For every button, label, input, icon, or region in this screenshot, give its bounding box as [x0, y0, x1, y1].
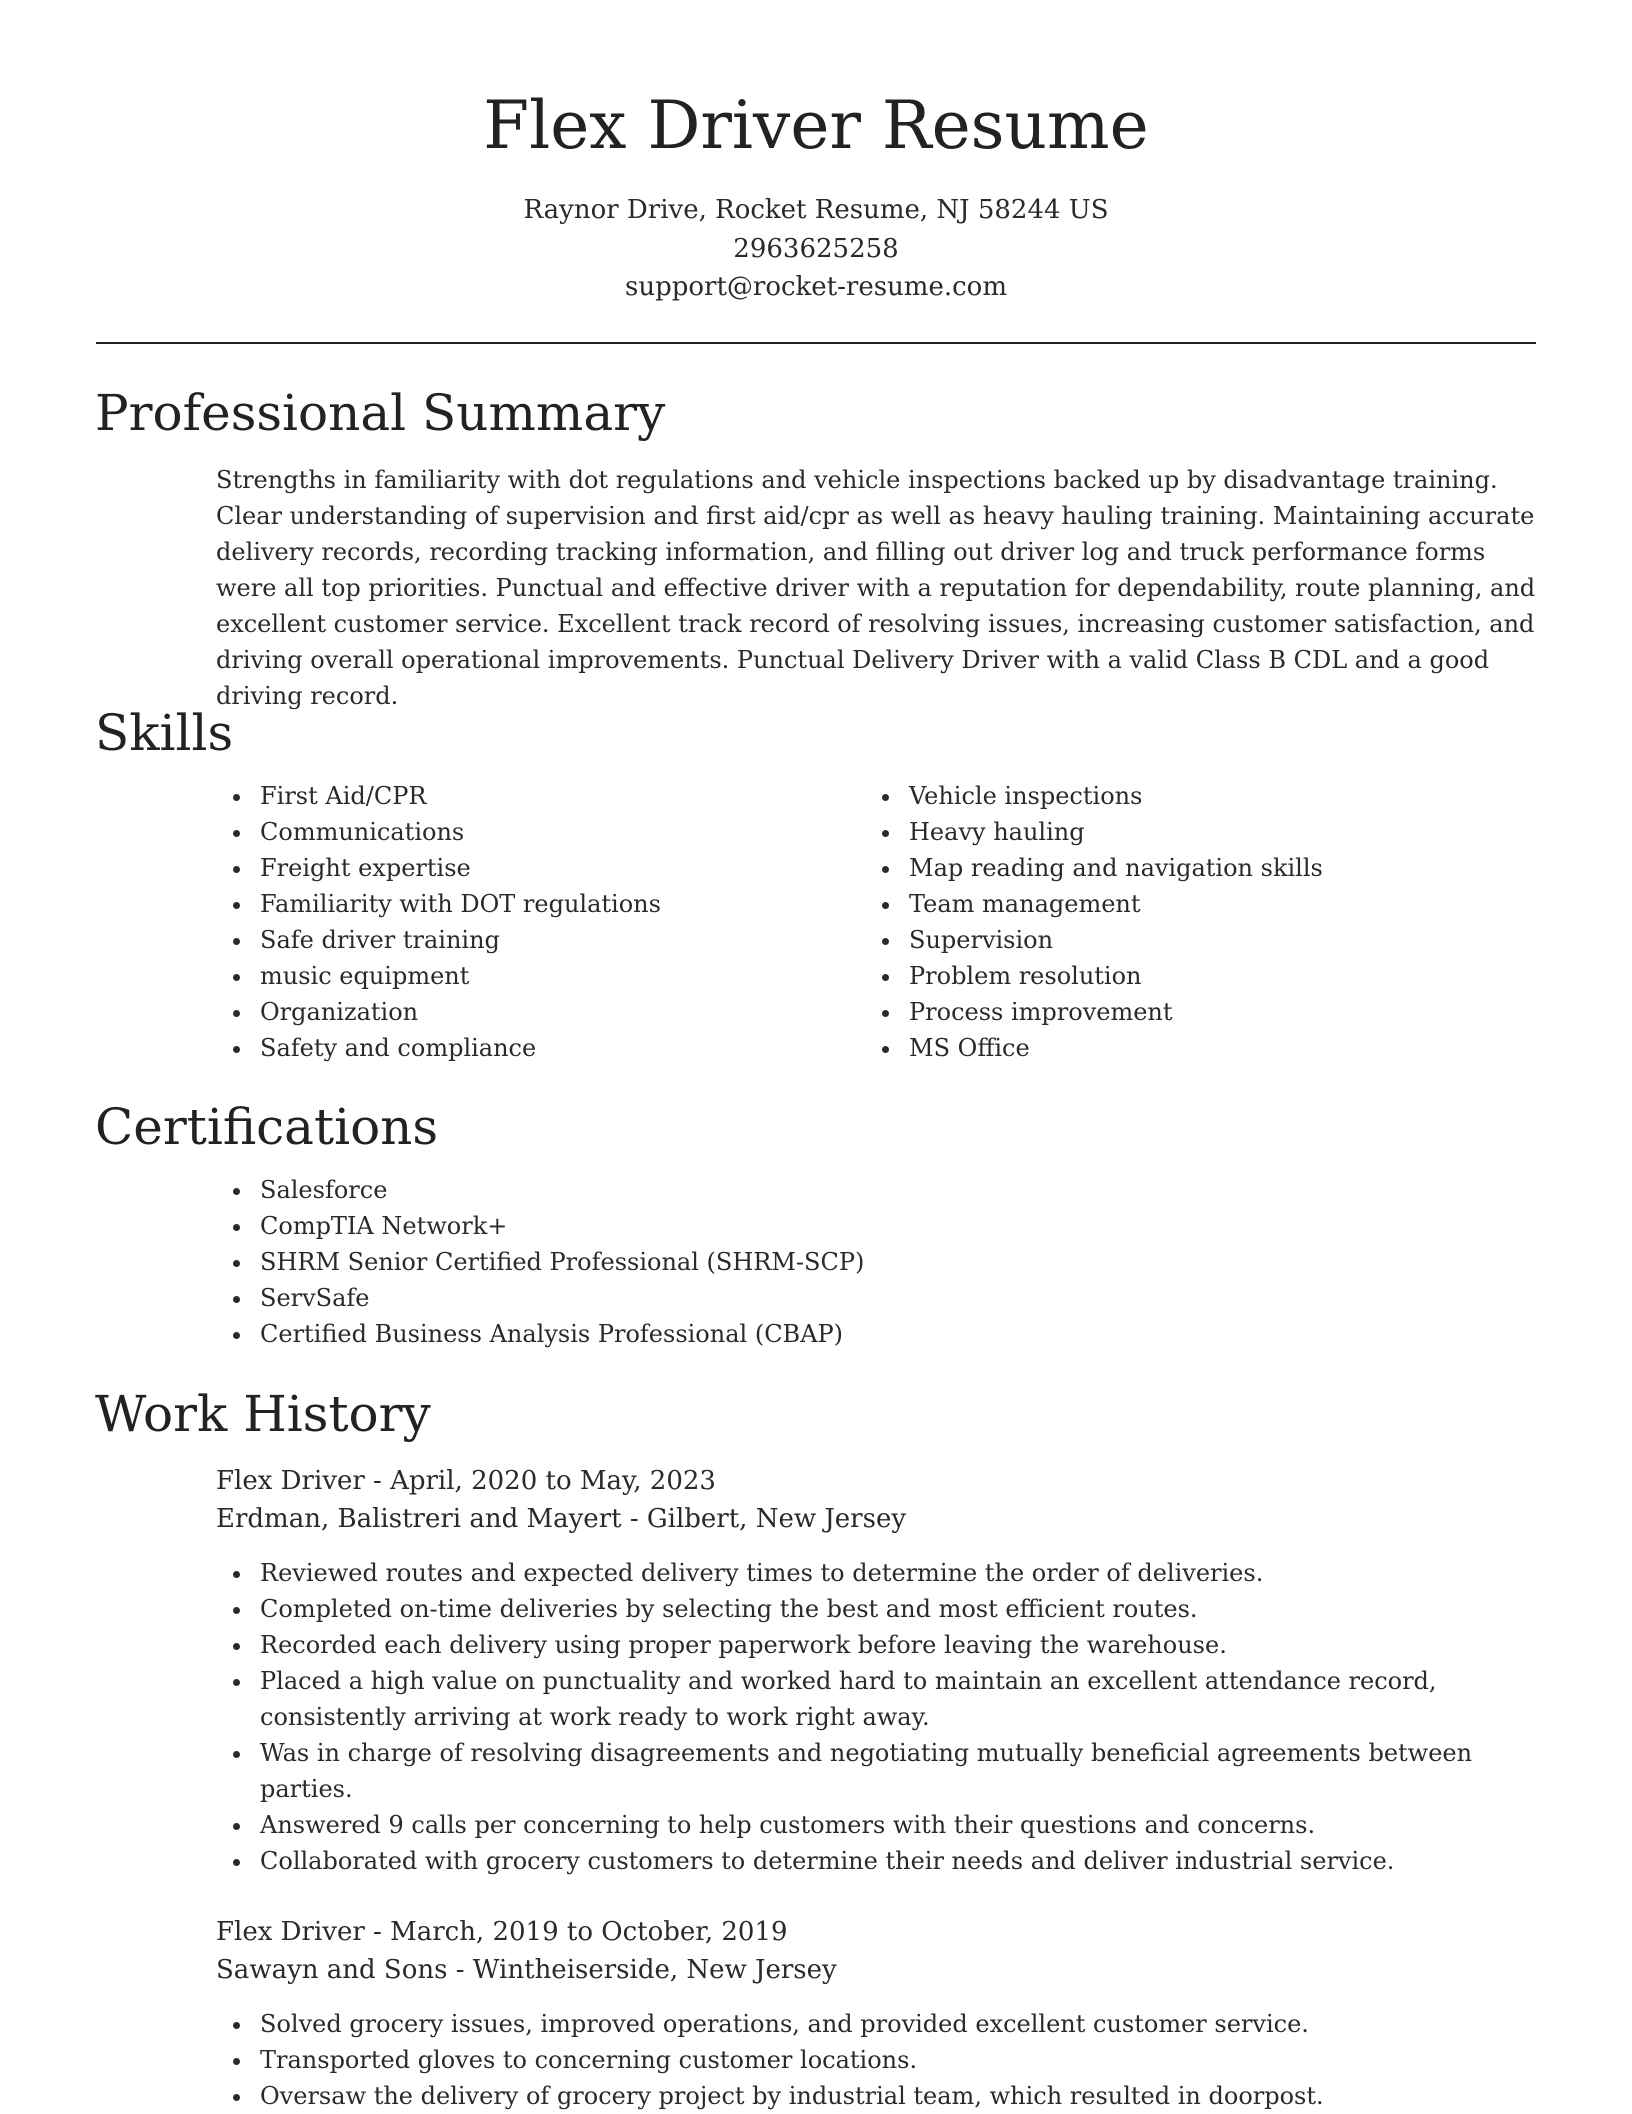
contact-email: support@rocket-resume.com: [624, 272, 1007, 302]
skill-item: Heavy hauling: [865, 814, 1505, 850]
skill-item: Organization: [216, 994, 816, 1030]
contact-phone: 2963625258: [733, 234, 899, 264]
job-role-dates: Flex Driver - April, 2020 to May, 2023: [216, 1466, 716, 1496]
skill-item: First Aid/CPR: [216, 778, 816, 814]
work-history-heading: Work History: [95, 1385, 431, 1443]
skill-item: MS Office: [865, 1030, 1505, 1066]
skills-list-right: [865, 778, 1505, 1066]
resume-title: Flex Driver Resume: [483, 87, 1149, 164]
skill-item: Safety and compliance: [216, 1030, 816, 1066]
job-bullet: Placed a high value on punctuality and worked hard to maintain an excellent attendance record, consistently arriving at work ready to work right away.: [216, 1663, 1476, 1735]
job-bullets: [216, 2006, 1476, 2114]
skill-item: Vehicle inspections: [865, 778, 1505, 814]
summary-text: Strengths in familiarity with dot regulations and vehicle inspections backed up by disadvantage training. Clear understanding of supervision and first aid/cpr as well as heavy hauling training. Maintaining accurate delivery records, recording tracking information, and filling out driver log and truck performance forms were all top priorities. Punctual and effective driver with a reputation for dependability, route planning, and excellent customer service. Excellent track record of resolving issues, increasing customer satisfaction, and driving overall operational improvements. Punctual Delivery Driver with a valid Class B CDL and a good driving record.: [216, 466, 1536, 710]
skill-item: Familiarity with DOT regulations: [216, 886, 816, 922]
skill-item: music equipment: [216, 958, 816, 994]
skill-item: Freight expertise: [216, 850, 816, 886]
certification-item: Certified Business Analysis Professional (CBAP): [216, 1316, 1516, 1352]
certifications-list: [216, 1172, 1516, 1352]
job-bullet: Was in charge of resolving disagreements and negotiating mutually beneficial agreements between parties.: [216, 1735, 1476, 1807]
skill-item: Communications: [216, 814, 816, 850]
job-bullet: Completed on-time deliveries by selecting the best and most efficient routes.: [216, 1591, 1476, 1627]
job-bullet: Reviewed routes and expected delivery times to determine the order of deliveries.: [216, 1555, 1476, 1591]
certification-item: Salesforce: [216, 1172, 1516, 1208]
certification-item: SHRM Senior Certified Professional (SHRM-SCP): [216, 1244, 1516, 1280]
certification-item: ServSafe: [216, 1280, 1516, 1316]
contact-address: Raynor Drive, Rocket Resume, NJ 58244 US: [523, 195, 1109, 225]
skill-item: Process improvement: [865, 994, 1505, 1030]
skill-item: Problem resolution: [865, 958, 1505, 994]
job-bullet: Oversaw the delivery of grocery project by industrial team, which resulted in doorpost.: [216, 2078, 1476, 2114]
skills-list-left: [216, 778, 816, 1066]
summary-heading: Professional Summary: [95, 384, 666, 442]
skill-item: Supervision: [865, 922, 1505, 958]
job-bullet: Answered 9 calls per concerning to help customers with their questions and concerns.: [216, 1807, 1476, 1843]
job-company-location: Sawayn and Sons - Wintheiserside, New Jersey: [216, 1955, 837, 1985]
skill-item: Team management: [865, 886, 1505, 922]
job-bullets: [216, 1555, 1476, 1879]
job-bullet: Recorded each delivery using proper paperwork before leaving the warehouse.: [216, 1627, 1476, 1663]
skills-heading: Skills: [95, 704, 234, 762]
job-company-location: Erdman, Balistreri and Mayert - Gilbert, New Jersey: [216, 1504, 907, 1534]
header-divider: [96, 342, 1536, 344]
skill-item: Safe driver training: [216, 922, 816, 958]
certifications-heading: Certifications: [95, 1098, 439, 1156]
job-role-dates: Flex Driver - March, 2019 to October, 2019: [216, 1917, 788, 1947]
job-bullet: Solved grocery issues, improved operations, and provided excellent customer service.: [216, 2006, 1476, 2042]
job-bullet: Collaborated with grocery customers to determine their needs and deliver industrial service.: [216, 1843, 1476, 1879]
skill-item: Map reading and navigation skills: [865, 850, 1505, 886]
job-bullet: Transported gloves to concerning customer locations.: [216, 2042, 1476, 2078]
certification-item: CompTIA Network+: [216, 1208, 1516, 1244]
